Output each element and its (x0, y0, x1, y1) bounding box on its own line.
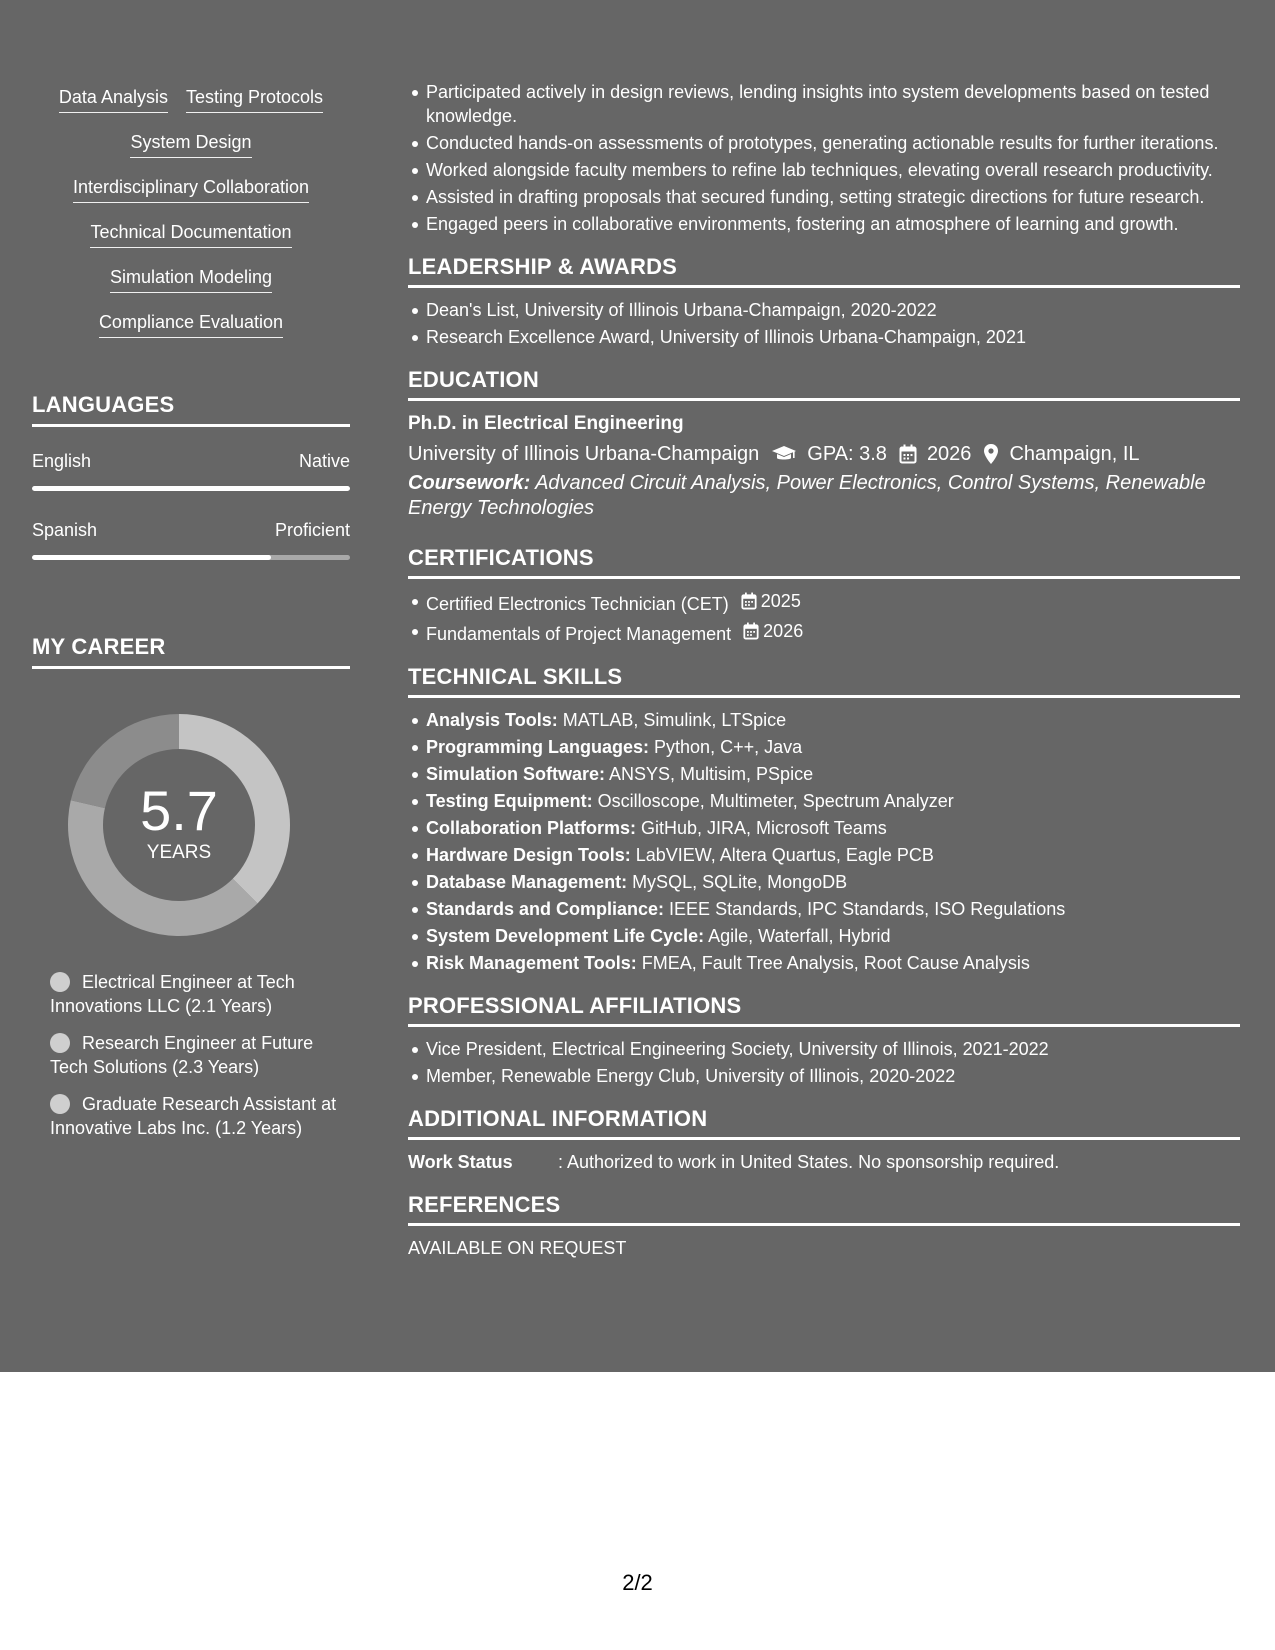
location-pin-icon (983, 443, 999, 465)
career-legend-label: Research Engineer at Future Tech Solutions (2.3 Years) (50, 1033, 314, 1077)
education-school: University of Illinois Urbana-Champaign (408, 443, 760, 465)
skill-tag-row (32, 266, 350, 311)
education-location: Champaign, IL (1009, 443, 1140, 465)
skill-category: Hardware Design Tools: (426, 845, 631, 865)
skill-tag: Simulation Modeling (110, 266, 272, 293)
language-name: English (32, 451, 92, 471)
certification-year: 2025 (760, 591, 801, 611)
experience-bullet: Engaged peers in collaborative environments, fostering an atmosphere of learning and growth. (426, 212, 1240, 236)
skill-tag: Data Analysis (59, 86, 168, 113)
skill-values: Agile, Waterfall, Hybrid (704, 926, 891, 946)
skill-values: GitHub, JIRA, Microsoft Teams (636, 818, 887, 838)
technical-skill-item (426, 870, 1240, 894)
technical-skills-heading: TECHNICAL SKILLS (408, 664, 1240, 698)
coursework-text: Advanced Circuit Analysis, Power Electronics, Control Systems, Renewable Energy Technologies (408, 472, 1206, 519)
career-legend-label: Graduate Research Assistant at Innovative Labs Inc. (1.2 Years) (50, 1094, 337, 1138)
affiliations-list (408, 1037, 1240, 1088)
education-details (408, 437, 1240, 471)
references-text: AVAILABLE ON REQUEST (408, 1238, 627, 1258)
skill-category: Programming Languages: (426, 737, 650, 757)
skill-category: Testing Equipment: (426, 791, 593, 811)
leadership-heading: LEADERSHIP & AWARDS (408, 254, 1240, 288)
skill-category: System Development Life Cycle: (426, 926, 705, 946)
certification-year: 2026 (763, 621, 804, 641)
skill-category: Database Management: (426, 872, 628, 892)
technical-skill-item (426, 843, 1240, 867)
education-degree: Ph.D. in Electrical Engineering (408, 413, 684, 434)
career-legend-item (50, 970, 340, 1018)
references-heading: REFERENCES (408, 1192, 1240, 1226)
skill-values: ANSYS, Multisim, PSpice (605, 764, 814, 784)
experience-bullet: Participated actively in design reviews, lending insights into system developments based on tested knowledge. (426, 80, 1240, 128)
technical-skill-item (426, 708, 1240, 732)
skill-tag-row (32, 86, 350, 131)
coursework-label: Coursework: (408, 472, 531, 494)
calendar-icon (741, 592, 761, 610)
career-legend (50, 970, 340, 1153)
award-item: Dean's List, University of Illinois Urbana-Champaign, 2020-2022 (426, 298, 1240, 322)
skill-values: FMEA, Fault Tree Analysis, Root Cause Analysis (636, 953, 1030, 973)
career-legend-dot (50, 1033, 70, 1053)
skill-category: Analysis Tools: (426, 710, 558, 730)
languages-heading: LANGUAGES (32, 392, 350, 427)
skill-category: Collaboration Platforms: (426, 818, 637, 838)
experience-bullets (408, 80, 1240, 236)
technical-skill-item (426, 924, 1240, 948)
skill-tag-row (32, 221, 350, 266)
work-status-label: Work Status (408, 1152, 513, 1172)
work-status-row (408, 1150, 1240, 1174)
technical-skills-list (408, 708, 1240, 975)
certification-date (741, 589, 801, 613)
language-bar (32, 555, 350, 560)
skill-values: IEEE Standards, IPC Standards, ISO Regulations (664, 899, 1066, 919)
leadership-list (408, 298, 1240, 349)
education-heading: EDUCATION (408, 367, 1240, 401)
certification-item (426, 589, 1240, 616)
skill-values: Python, C++, Java (649, 737, 803, 757)
award-item: Research Excellence Award, University of Illinois Urbana-Champaign, 2021 (426, 325, 1240, 349)
skill-category: Risk Management Tools: (426, 953, 637, 973)
skill-tag: Interdisciplinary Collaboration (73, 176, 309, 203)
skill-values: LabVIEW, Altera Quartus, Eagle PCB (630, 845, 934, 865)
additional-info-heading: ADDITIONAL INFORMATION (408, 1106, 1240, 1140)
calendar-icon (899, 444, 917, 464)
skill-tag: System Design (130, 131, 251, 158)
education-coursework (408, 471, 1240, 521)
language-level: Native (298, 451, 350, 471)
certifications-list (408, 589, 1240, 646)
page-number: 2/2 (622, 1570, 653, 1595)
career-total-years: 5.7 (140, 779, 218, 842)
career-legend-item (50, 1092, 340, 1140)
skill-tag: Testing Protocols (186, 86, 323, 113)
education-gpa: GPA: 3.8 (807, 443, 887, 465)
language-level: Proficient (274, 520, 350, 540)
skill-values: MySQL, SQLite, MongoDB (627, 872, 848, 892)
education-year: 2026 (926, 443, 972, 465)
language-english (32, 450, 350, 491)
certification-name: Certified Electronics Technician (CET) (426, 594, 729, 614)
certification-item (426, 619, 1240, 646)
career-legend-label: Electrical Engineer at Tech Innovations LLC (2.1 Years) (50, 972, 295, 1016)
career-legend-item (50, 1031, 340, 1079)
calendar-icon (743, 622, 763, 640)
experience-bullet: Assisted in drafting proposals that secured funding, setting strategic directions for future research. (426, 185, 1240, 209)
affiliation-item: Member, Renewable Energy Club, University of Illinois, 2020-2022 (426, 1064, 1240, 1088)
career-total-unit: YEARS (146, 842, 212, 863)
technical-skill-item (426, 789, 1240, 813)
language-bar-fill (32, 486, 350, 491)
skill-tag-row (32, 131, 350, 176)
skill-tag-row (32, 311, 350, 356)
language-name: Spanish (32, 520, 98, 540)
skill-tag: Compliance Evaluation (99, 311, 283, 338)
experience-bullet: Worked alongside faculty members to refine lab techniques, elevating overall research productivity. (426, 158, 1240, 182)
career-donut-chart (66, 712, 292, 938)
skill-tag-row (32, 176, 350, 221)
language-bar (32, 486, 350, 491)
certification-name: Fundamentals of Project Management (426, 624, 732, 644)
skill-category: Standards and Compliance: (426, 899, 665, 919)
certifications-heading: CERTIFICATIONS (408, 545, 1240, 579)
certification-date (743, 619, 803, 643)
graduation-cap-icon (771, 445, 797, 463)
technical-skill-item (426, 897, 1240, 921)
skill-values: MATLAB, Simulink, LTSpice (557, 710, 787, 730)
career-legend-dot (50, 1094, 70, 1114)
donut-center (66, 712, 292, 938)
career-legend-dot (50, 972, 70, 992)
language-spanish (32, 519, 350, 560)
language-bar-fill (32, 555, 271, 560)
technical-skill-item (426, 762, 1240, 786)
affiliations-heading: PROFESSIONAL AFFILIATIONS (408, 993, 1240, 1027)
skill-category: Simulation Software: (426, 764, 606, 784)
skill-tags (32, 86, 350, 356)
skill-values: Oscilloscope, Multimeter, Spectrum Analyzer (592, 791, 954, 811)
technical-skill-item (426, 735, 1240, 759)
experience-bullet: Conducted hands-on assessments of prototypes, generating actionable results for further iterations. (426, 131, 1240, 155)
affiliation-item: Vice President, Electrical Engineering Society, University of Illinois, 2021-2022 (426, 1037, 1240, 1061)
skill-tag: Technical Documentation (90, 221, 291, 248)
technical-skill-item (426, 951, 1240, 975)
work-status-value: : Authorized to work in United States. No sponsorship required. (558, 1152, 1060, 1172)
career-heading: MY CAREER (32, 634, 350, 669)
right-column (408, 80, 1240, 1260)
technical-skill-item (426, 816, 1240, 840)
